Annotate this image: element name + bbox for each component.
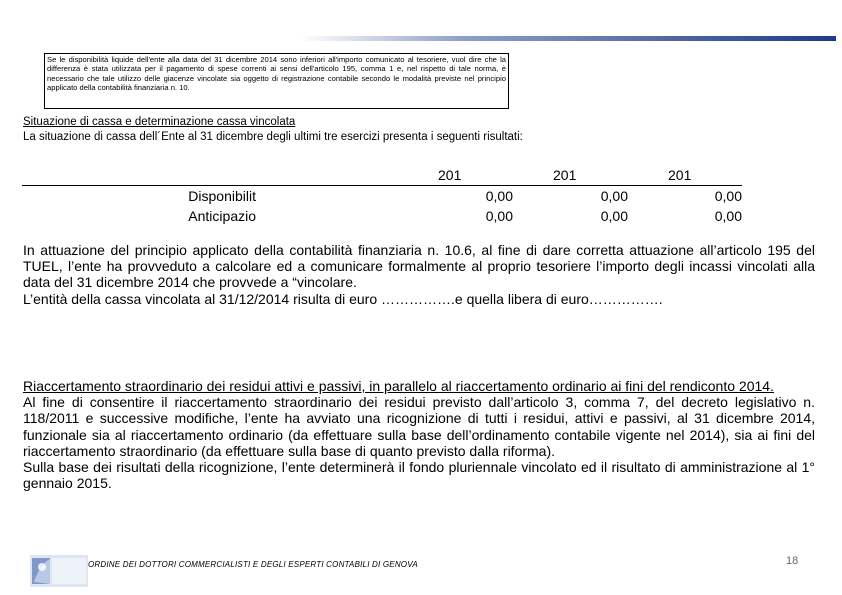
paragraph-text: L’entità della cassa vincolata al 31/12/2014 risulta di euro …………….e quella libera di euro……………. bbox=[23, 290, 663, 307]
header-accent-bar bbox=[300, 36, 836, 41]
paragraph-text: In attuazione del principio applicato della contabilità finanziaria n. 10.6, al fine di dare corretta attuazione all’articolo 195 del TUEL, l’ente ha provveduto a calcolare ed a comunicare formalmente al proprio tesoriere l’importo degli incassi vincolati alla data del 31 dicembre 2014 che provvede a “vincolare. bbox=[23, 242, 815, 291]
note-text: Se le disponibilità liquide dell'ente alla data del 31 dicembre 2014 sono inferiori all'importo comunicato al tesoriere, vuol dire che la differenza è stata utilizzata per il pagamento di spese correnti ai sensi dell'articolo 195, comma 1 e, nel rispetto di tale norma, è necessario che tale utilizzo delle giacenze vincolate sia oggetto di registrazione contabile secondo le modalità previste nel principio applicato della contabilità finanziaria n. 10. bbox=[47, 55, 506, 93]
footer-organization: ORDINE DEI DOTTORI COMMERCIALISTI E DEGLI ESPERTI CONTABILI DI GENOVA bbox=[88, 560, 418, 569]
table-cell: 0,00 bbox=[714, 208, 742, 224]
year-header: 201 bbox=[513, 165, 628, 186]
table-header-row bbox=[22, 165, 742, 186]
table-row bbox=[22, 186, 742, 207]
note-box bbox=[44, 53, 509, 109]
paragraph-reassessment bbox=[23, 378, 815, 491]
year-header: 201 bbox=[628, 165, 742, 186]
table-cell: 0,00 bbox=[485, 208, 513, 224]
paragraph-cash bbox=[23, 242, 815, 307]
section-title: Situazione di cassa e determinazione cassa vincolata bbox=[23, 116, 296, 128]
section-intro: La situazione di cassa dell´Ente al 31 dicembre degli ultimi tre esercizi presenta i seguenti risultati: bbox=[23, 131, 523, 143]
table-row bbox=[22, 206, 742, 226]
paragraph-text: Sulla base dei risultati della ricognizione, l’ente determinerà il fondo pluriennale vincolato ed il risultato di amministrazione al 1° gennaio 2015. bbox=[23, 459, 815, 492]
table-cell: 0,00 bbox=[600, 188, 628, 204]
paragraph-text: Al fine di consentire il riaccertamento straordinario dei residui previsto dall’articolo 3, comma 7, del decreto legislativo n. 118/2011 e successive modifiche, l’ente ha avviato una ricognizione di tutti i residui, attivi e passivi, al 31 dicembre 2014, funzionale sia al riaccertamento ordinario (da effettuare sulla base dell’ordinamento contabile vigente nel 2014), sia ai fini del riaccertamento straordinario (da effettuare sulla base di quanto previsto dalla riforma). bbox=[23, 394, 815, 459]
table-cell: 0,00 bbox=[600, 208, 628, 224]
page-number: 18 bbox=[786, 555, 799, 567]
table-cell: 0,00 bbox=[714, 188, 742, 204]
paragraph-heading: Riaccertamento straordinario dei residui attivi e passivi, in parallelo al riaccertamento ordinario ai fini del rendiconto 2014. bbox=[23, 378, 774, 394]
table-cell: 0,00 bbox=[485, 188, 513, 204]
row-label: Anticipazio bbox=[188, 208, 256, 224]
odcec-logo-icon bbox=[30, 555, 88, 587]
cash-table bbox=[22, 165, 742, 226]
year-header: 201 bbox=[258, 165, 513, 186]
row-label: Disponibilit bbox=[188, 188, 256, 204]
